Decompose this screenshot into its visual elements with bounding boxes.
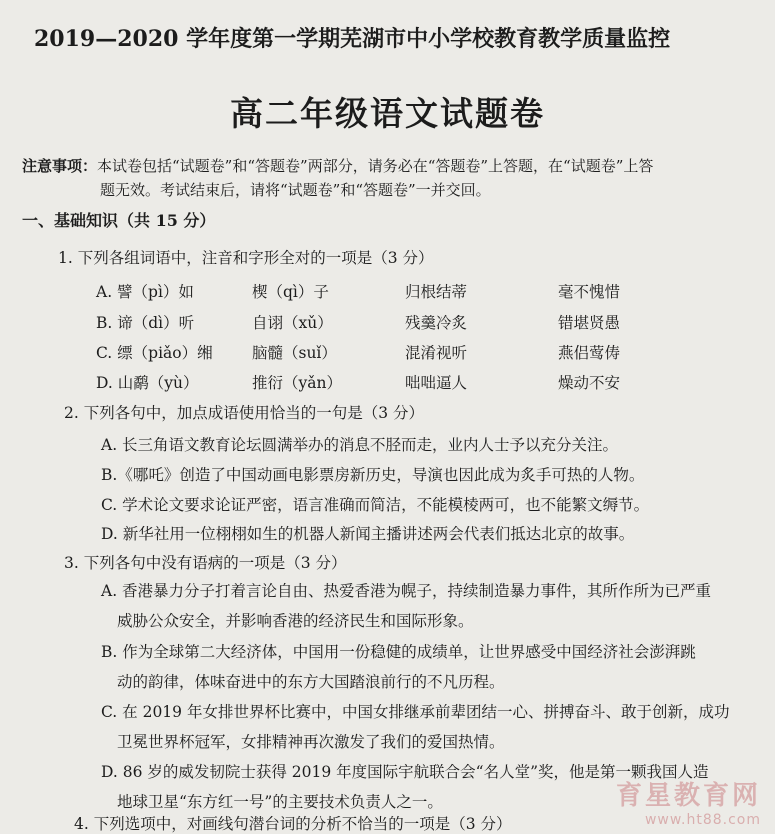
q2-option-a: A. 长三角语文教育论坛圆满举办的消息不胫而走，业内人士予以充分关注。 [101,436,619,454]
q3-option-a-line-1: A. 香港暴力分子打着言论自由、热爱香港为幌子，持续制造暴力事件，其所作所为已严重 [101,582,712,600]
q1-row-d-col-3: 咄咄逼人 [405,374,468,392]
page-title: 高二年级语文试题卷 [230,94,545,133]
q3-option-c-line-1: C. 在 2019 年女排世界杯比赛中，中国女排继承前辈团结一心、拼搏奋斗、敢于创新，成功 [101,703,730,721]
q1-row-a-col-2: 楔（qì）子 [252,283,329,301]
q3-option-d-line-2: 地球卫星“东方红一号”的主要技术负责人之一。 [117,793,443,811]
exam-header: 2019—2020 学年度第一学期芜湖市中小学校教育教学质量监控 [34,26,671,52]
q1-row-b-col-3: 残羹冷炙 [405,314,468,332]
notice-line-2: 题无效。考试结束后，请将“试题卷”和“答题卷”一并交回。 [100,181,491,199]
q3-option-b-line-2: 动的韵律，体味奋进中的东方大国踏浪前行的不凡历程。 [117,673,505,691]
q2-option-d: D. 新华社用一位栩栩如生的机器人新闻主播讲述两会代表们抵达北京的故事。 [101,525,635,543]
notice-line-1: 本试卷包括“试题卷”和“答题卷”两部分，请务必在“答题卷”上答题，在“试题卷”上答 [97,157,654,175]
question-3-stem: 3. 下列各句中没有语病的一项是（3 分） [64,554,347,572]
q3-option-c-line-2: 卫冕世界杯冠军，女排精神再次激发了我们的爱国热情。 [117,733,505,751]
q3-option-b [101,637,741,697]
section-heading: 一、基础知识（共 15 分） [22,211,216,230]
question-1-stem: 1. 下列各组词语中，注音和字形全对的一项是（3 分） [58,249,434,267]
q3-option-c [101,697,741,757]
q3-option-a-line-2: 威胁公众安全，并影响香港的经济民生和国际形象。 [117,612,474,630]
watermark-url: www.ht88.com [644,812,761,828]
q1-row-d-col-4: 燥动不安 [558,374,621,392]
q1-row-a-col-4: 毫不愧惜 [558,283,621,301]
q1-row-c-col-3: 混淆视听 [405,344,468,362]
q1-row-c-col-4: 燕侣莺俦 [558,344,621,362]
q2-option-c: C. 学术论文要求论证严密，语言准确而简洁，不能模棱两可，也不能繁文缛节。 [101,496,650,514]
q3-option-d-line-1: D. 86 岁的威发韧院士获得 2019 年度国际宇航联合会“名人堂”奖，他是第一颗我国人造 [101,763,709,781]
q1-row-b-col-4: 错堪贤愚 [558,314,621,332]
q1-row-d-col-1: D. 山鹬（yù） [96,374,199,392]
q1-row-b-col-2: 自诩（xǔ） [252,314,333,332]
q1-row-b-col-1: B. 谛（dì）听 [96,314,195,332]
notice-label: 注意事项： [22,157,98,175]
question-2-stem: 2. 下列各句中，加点成语使用恰当的一句是（3 分） [64,404,425,422]
q1-row-d-col-2: 推衍（yǎn） [252,374,342,392]
q3-option-b-line-1: B. 作为全球第二大经济体，中国用一份稳健的成绩单，让世界感受中国经济社会澎湃跳 [101,643,696,661]
watermark [616,775,761,828]
q1-row-c-col-2: 脑髓（suǐ） [252,344,337,362]
question-4-stem: 4. 下列选项中，对画线句潜台词的分析不恰当的一项是（3 分） [74,815,512,833]
watermark-title: 育星教育网 [615,781,761,811]
q3-option-a [101,576,741,636]
q1-row-c-col-1: C. 缥（piǎo）缃 [96,344,213,362]
q2-option-b: B.《哪吒》创造了中国动画电影票房新历史，导演也因此成为炙手可热的人物。 [101,466,645,484]
q1-row-a-col-1: A. 譬（pì）如 [96,283,194,301]
q1-row-a-col-3: 归根结蒂 [405,283,468,301]
notice-block [22,154,760,202]
